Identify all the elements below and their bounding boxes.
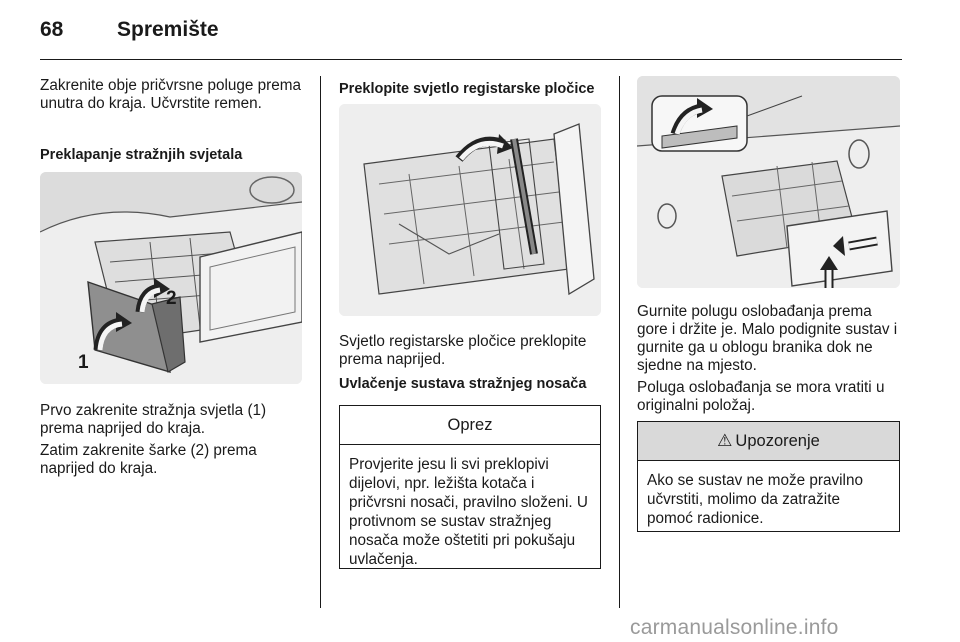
intro-paragraph: Zakrenite obje pričvrsne poluge prema unutra do kraja. Učvrstite remen. [40,77,302,112]
paragraph-rotate-hinges: Zatim zakrenite šarke (2) prema naprijed do kraja. [40,442,257,477]
watermark: carmanualsonline.info [630,616,839,639]
paragraph-push-release-lever: Gurnite polugu oslobađanja prema gore i držite je. Malo podignite sustav i gurnite ga u oblogu branika dok ne sjedne na mjesto. [637,303,898,374]
column-divider-left [320,76,321,608]
header-divider [40,59,902,60]
callout-2: 2 [166,288,177,309]
page-title: Spremište [117,18,219,41]
caution-title: Oprez [340,406,600,445]
section-heading-retract-carrier: Uvlačenje sustava stražnjeg nosača [339,376,587,392]
warning-box [637,421,900,532]
plate-light-diagram [339,104,601,316]
illustration-retract-carrier [637,76,900,288]
paragraph-lever-return: Poluga oslobađanja se mora vratiti u originalni položaj. [637,379,885,414]
caution-box [339,405,601,569]
paragraph-fold-plate-light: Svjetlo registarske pločice preklopite prema naprijed. [339,333,587,368]
warning-header [638,422,899,461]
retract-carrier-diagram [637,76,900,288]
warning-text: Ako se sustav ne može pravilno učvrstiti, molimo da zatražite pomoć radionice. [647,472,863,527]
illustration-rear-lights [40,172,302,384]
caution-text: Provjerite jesu li svi preklopivi dijelovi, npr. ležišta kotača i pričvrsni nosači, pravilno složeni. U protivnom se sustav stražnjeg nosača može oštetiti pri pokušaju uvlačenja. [349,456,588,568]
warning-triangle-icon: ⚠ [717,431,733,450]
column-divider-right [619,76,620,608]
callout-1: 1 [78,352,89,373]
illustration-plate-light [339,104,601,316]
section-heading-plate-light: Preklopite svjetlo registarske pločice [339,81,595,97]
page-number: 68 [40,18,64,41]
warning-title: Upozorenje [735,431,820,450]
paragraph-rotate-lights: Prvo zakrenite stražnja svjetla (1) prema naprijed do kraja. [40,402,267,437]
section-heading-rear-lights: Preklapanje stražnjih svjetala [40,147,243,163]
